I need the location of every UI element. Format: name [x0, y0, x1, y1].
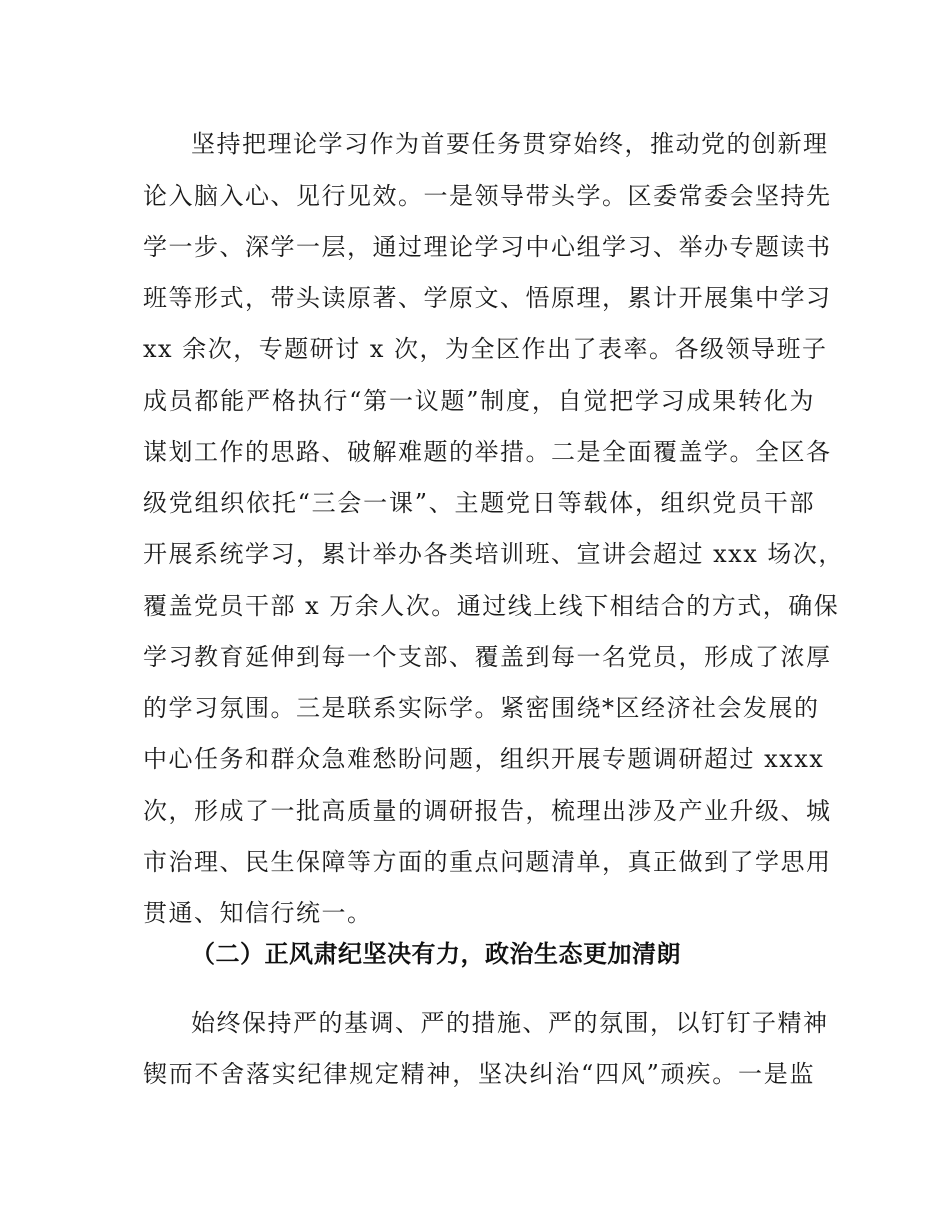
paragraph-1-line-4: 班等形式，带头读原著、学原文、悟原理，累计开展集中学习 [143, 284, 832, 312]
paragraph-1-line-10: 覆盖党员干部 x 万余人次。通过线上线下相结合的方式，确保 [143, 592, 840, 620]
paragraph-1-line-2: 论入脑入心、见行见效。一是领导带头学。区委常委会坚持先 [143, 182, 832, 210]
paragraph-1-line-13: 中心任务和群众急难愁盼问题，组织开展专题调研超过 xxxx [143, 745, 825, 773]
paragraph-1-line-6: 成员都能严格执行“第一议题”制度，自觉把学习成果转化为 [143, 387, 815, 415]
paragraph-1-line-7: 谋划工作的思路、破解难题的举措。二是全面覆盖学。全区各 [143, 438, 832, 466]
paragraph-1-line-8: 级党组织依托“三会一课”、主题党日等载体，组织党员干部 [143, 489, 815, 517]
paragraph-2-line-2: 锲而不舍落实纪律规定精神，坚决纠治“四风”顽疾。一是监 [143, 1060, 815, 1088]
paragraph-1-line-5: xx 余次，专题研讨 x 次，为全区作出了表率。各级领导班子 [143, 335, 828, 363]
paragraph-1-line-3: 学一步、深学一层，通过理论学习中心组学习、举办专题读书 [143, 233, 832, 261]
paragraph-1-line-9: 开展系统学习，累计举办各类培训班、宣讲会超过 xxx 场次， [143, 540, 844, 568]
paragraph-1-line-14: 次，形成了一批高质量的调研报告，梳理出涉及产业升级、城 [143, 797, 832, 825]
paragraph-2-line-1: 始终保持严的基调、严的措施、严的氛围，以钉钉子精神 [191, 1009, 829, 1037]
paragraph-1-line-15: 市治理、民生保障等方面的重点问题清单，真正做到了学思用 [143, 848, 832, 876]
paragraph-1-line-1: 坚持把理论学习作为首要任务贯穿始终，推动党的创新理 [191, 130, 829, 158]
section-heading: （二）正风肃纪坚决有力，政治生态更加清朗 [191, 940, 681, 968]
paragraph-1-line-16: 贯通、知信行统一。 [143, 899, 373, 927]
paragraph-1-line-12: 的学习氛围。三是联系实际学。紧密围绕*区经济社会发展的 [143, 694, 820, 722]
paragraph-1-line-11: 学习教育延伸到每一个支部、覆盖到每一名党员，形成了浓厚 [143, 643, 832, 671]
